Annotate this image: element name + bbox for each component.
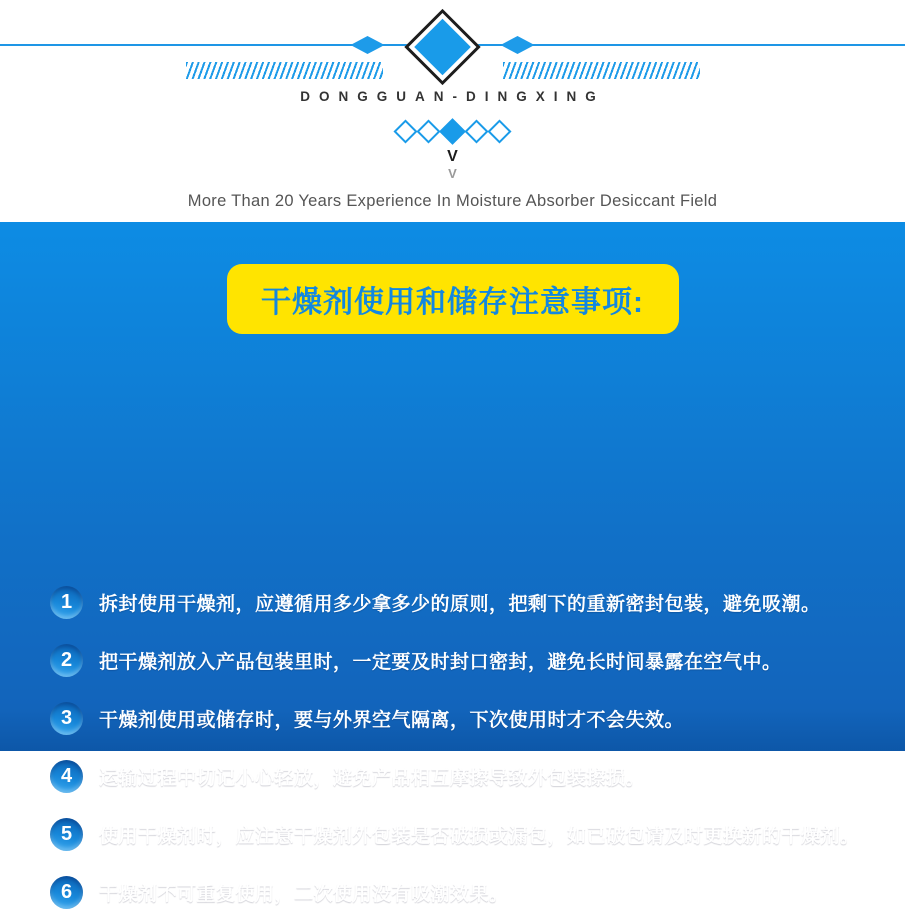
notice-banner xyxy=(0,222,905,905)
diamond-divider xyxy=(0,112,905,150)
diamond-fill xyxy=(414,18,471,75)
list-item xyxy=(0,582,905,623)
item-number-badge: 6 xyxy=(50,876,83,909)
hatch-stripe-left xyxy=(186,62,383,79)
chevron-down-icon: V xyxy=(448,166,457,181)
list-item xyxy=(0,698,905,739)
item-text: 拆封使用干燥剂，应遵循用多少拿多少的原则，把剩下的重新密封包装，避免吸潮。 xyxy=(99,594,821,615)
item-text: 运输过程中切记小心轻放，避免产品相互摩擦导致外包装擦损。 xyxy=(99,768,646,789)
list-item xyxy=(0,640,905,681)
hatch-stripe-right xyxy=(503,62,700,79)
item-text: 使用干燥剂时，应注意干燥剂外包装是否破损或漏包，如已破包请及时更换新的干燥剂。 xyxy=(99,826,860,847)
company-tagline: More Than 20 Years Experience In Moisture Absorber Desiccant Field xyxy=(187,192,718,210)
item-text: 把干燥剂放入产品包装里时，一定要及时封口密封，避免长时间暴露在空气中。 xyxy=(99,652,782,673)
item-number-badge: 1 xyxy=(50,586,83,619)
diamond-outline-icon xyxy=(393,119,417,143)
logo-ornament xyxy=(0,0,895,100)
item-number-badge: 4 xyxy=(50,760,83,793)
chevron-down-icon: V xyxy=(447,148,458,165)
small-diamond-icon xyxy=(351,36,385,54)
notice-list xyxy=(0,582,905,913)
notice-title: 干燥剂使用和储存注意事项: xyxy=(261,286,644,319)
list-item xyxy=(0,814,905,855)
list-item xyxy=(0,872,905,913)
brand-header xyxy=(0,0,905,222)
diamond-filled-icon xyxy=(439,118,466,145)
item-text: 干燥剂使用或储存时，要与外界空气隔离，下次使用时才不会失效。 xyxy=(99,710,685,731)
item-number-badge: 3 xyxy=(50,702,83,735)
diamond-outline-icon xyxy=(464,119,488,143)
list-item xyxy=(0,756,905,797)
brand-name: DONGGUAN-DINGXING xyxy=(300,89,605,104)
item-number-badge: 5 xyxy=(50,818,83,851)
diamond-outline-icon xyxy=(487,119,511,143)
notice-title-box xyxy=(227,264,679,334)
logo-diamond-icon xyxy=(404,8,481,85)
item-text: 干燥剂不可重复使用，二次使用没有吸潮效果。 xyxy=(99,884,509,905)
diamond-outline xyxy=(404,8,480,84)
item-number-badge: 2 xyxy=(50,644,83,677)
chevron-down-icons xyxy=(0,149,905,180)
small-diamond-icon xyxy=(501,36,535,54)
diamond-outline-icon xyxy=(416,119,440,143)
